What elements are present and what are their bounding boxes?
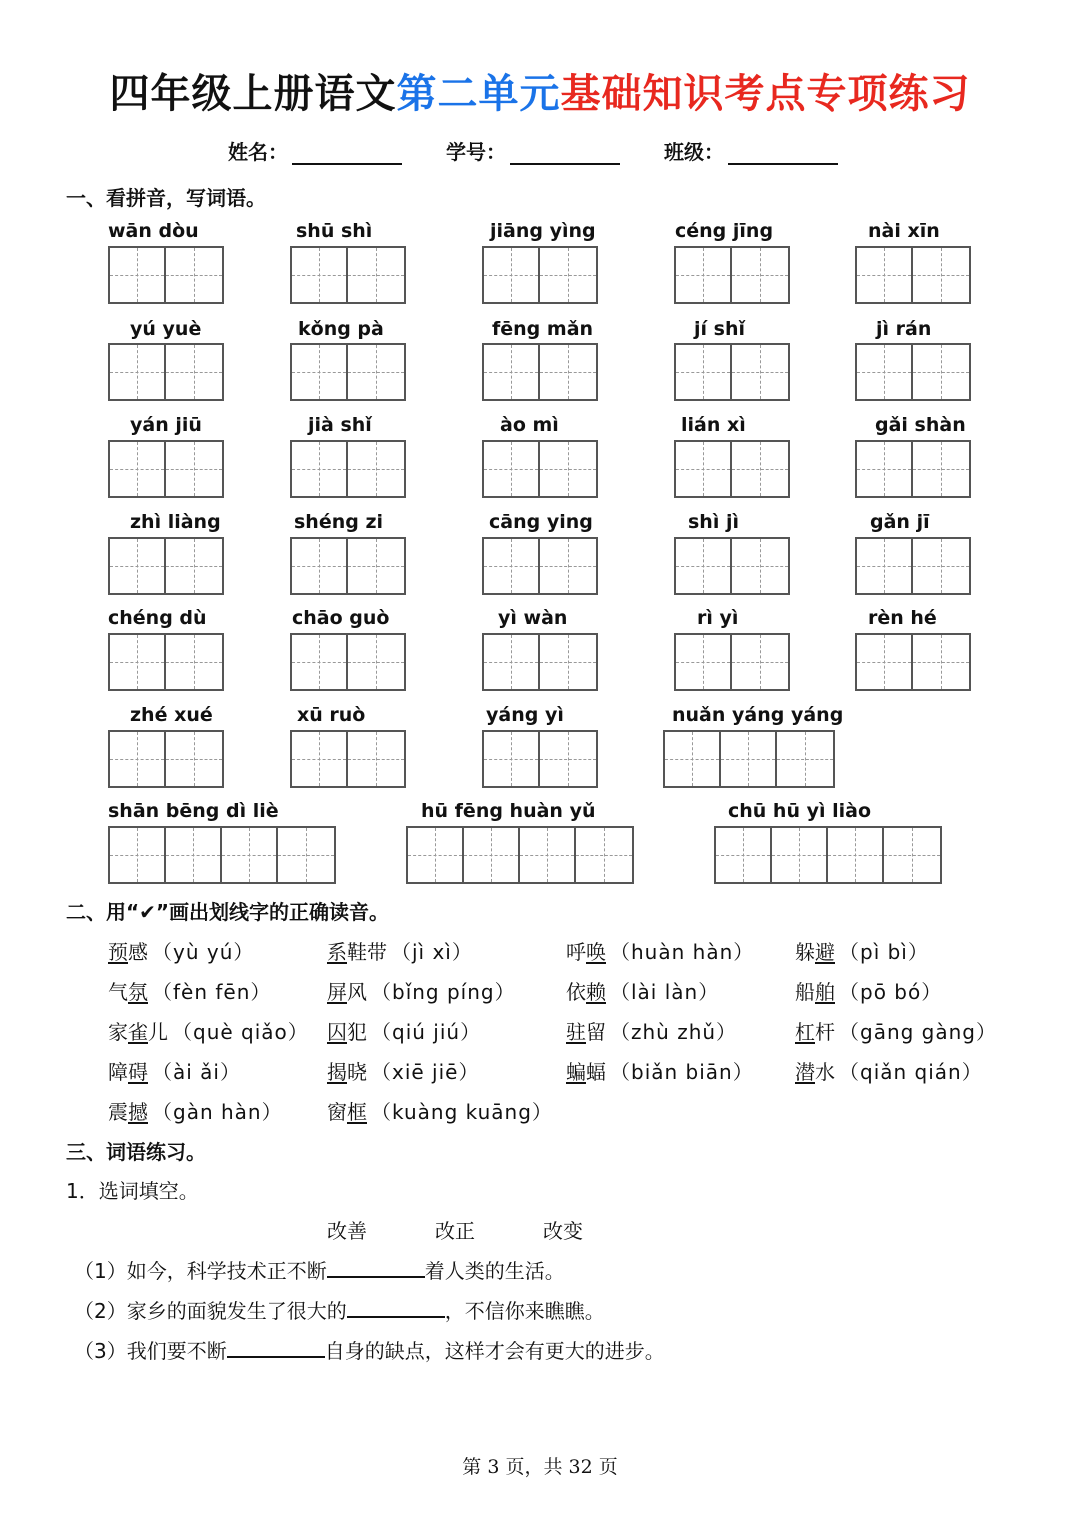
reading-item[interactable]: 蝙蝠 （biǎn biān） [566, 1060, 754, 1084]
page-footer: 第 3 页，共 32 页 [462, 1456, 618, 1478]
writing-grid[interactable] [290, 246, 406, 304]
section2-heading: 二、用“✔”画出划线字的正确读音。 [66, 900, 390, 924]
fill-question-3: （3）我们要不断 自身的缺点，这样才会有更大的进步。 [74, 1335, 665, 1364]
writing-grid[interactable] [855, 633, 971, 691]
word-option: 改变 [543, 1219, 583, 1243]
reading-item[interactable]: 震撼 （gàn hàn） [108, 1100, 283, 1124]
pinyin-label: lián xì [681, 414, 746, 436]
pinyin-label: zhé xué [130, 704, 213, 726]
pinyin-label: fēng mǎn [492, 318, 594, 340]
answer-blank[interactable] [327, 1256, 425, 1278]
reading-item[interactable]: 潜水 （qiǎn qián） [795, 1060, 983, 1084]
reading-item[interactable]: 气氛 （fèn fēn） [108, 980, 272, 1004]
title-part3: 基础知识考点专项练习 [560, 71, 971, 117]
writing-grid[interactable] [290, 343, 406, 401]
pinyin-label: xū ruò [297, 704, 366, 726]
writing-grid[interactable] [108, 730, 224, 788]
name-field[interactable]: 姓名： [228, 136, 402, 165]
writing-grid[interactable] [108, 343, 224, 401]
pinyin-label: shū shì [296, 220, 373, 242]
writing-grid[interactable] [482, 343, 598, 401]
id-field[interactable]: 学号： [446, 136, 620, 165]
writing-grid[interactable] [663, 730, 835, 788]
writing-grid[interactable] [406, 826, 634, 884]
pinyin-label: ào mì [500, 414, 559, 436]
writing-grid[interactable] [290, 440, 406, 498]
writing-grid[interactable] [482, 440, 598, 498]
writing-grid[interactable] [482, 730, 598, 788]
fill-question-2: （2）家乡的面貌发生了很大的 ，不信你来瞧瞧。 [74, 1295, 605, 1324]
fill-question-1: （1）如今，科学技术正不断 着人类的生活。 [74, 1255, 565, 1284]
pinyin-label: rì yì [697, 607, 739, 629]
pinyin-label: wān dòu [108, 220, 199, 242]
pinyin-label: gǎn jī [870, 511, 930, 533]
pinyin-label: gǎi shàn [875, 414, 966, 436]
pinyin-label: yáng yì [486, 704, 564, 726]
writing-grid[interactable] [108, 633, 224, 691]
writing-grid[interactable] [290, 633, 406, 691]
pinyin-label: hū fēng huàn yǔ [421, 800, 596, 822]
pinyin-label: shān bēng dì liè [108, 800, 279, 822]
reading-item[interactable]: 揭晓 （xiē jiē） [327, 1060, 480, 1084]
section3-heading: 三、词语练习。 [66, 1140, 206, 1164]
reading-item[interactable]: 囚犯 （qiú jiú） [327, 1020, 482, 1044]
writing-grid[interactable] [290, 537, 406, 595]
writing-grid[interactable] [290, 730, 406, 788]
title-part2: 第二单元 [396, 71, 561, 117]
reading-item[interactable]: 船舶 （pō bó） [795, 980, 943, 1004]
pinyin-label: cāng ying [489, 511, 593, 533]
writing-grid[interactable] [674, 537, 790, 595]
pinyin-label: kǒng pà [298, 318, 384, 340]
reading-item[interactable]: 躲避 （pì bì） [795, 940, 929, 964]
reading-item[interactable]: 杠杆 （gāng gàng） [795, 1020, 998, 1044]
writing-grid[interactable] [108, 440, 224, 498]
pinyin-label: yì wàn [498, 607, 568, 629]
pinyin-label: chū hū yì liào [728, 800, 872, 822]
pinyin-label: chéng dù [108, 607, 207, 629]
page-title [0, 62, 1080, 119]
reading-item[interactable]: 预感 （yù yú） [108, 940, 255, 964]
pinyin-label: shéng zi [294, 511, 384, 533]
reading-item[interactable]: 呼唤 （huàn hàn） [566, 940, 755, 964]
word-option: 改善 [327, 1219, 367, 1243]
reading-item[interactable]: 依赖 （lài làn） [566, 980, 720, 1004]
pinyin-label: nài xīn [868, 220, 940, 242]
reading-item[interactable]: 障碍 （ài ǎi） [108, 1060, 241, 1084]
answer-blank[interactable] [227, 1336, 325, 1358]
writing-grid[interactable] [674, 246, 790, 304]
pinyin-label: rèn hé [868, 607, 937, 629]
writing-grid[interactable] [482, 633, 598, 691]
answer-blank[interactable] [347, 1296, 445, 1318]
writing-grid[interactable] [482, 246, 598, 304]
writing-grid[interactable] [674, 633, 790, 691]
writing-grid[interactable] [482, 537, 598, 595]
writing-grid[interactable] [855, 246, 971, 304]
writing-grid[interactable] [674, 440, 790, 498]
pinyin-label: jiāng yìng [490, 220, 596, 242]
title-part1: 四年级上册语文 [109, 71, 397, 117]
writing-grid[interactable] [108, 246, 224, 304]
pinyin-label: zhì liàng [130, 511, 221, 533]
pinyin-label: jià shǐ [308, 414, 372, 436]
writing-grid[interactable] [108, 537, 224, 595]
writing-grid[interactable] [674, 343, 790, 401]
section3-subheading: 1．选词填空。 [66, 1179, 199, 1203]
pinyin-label: céng jīng [675, 220, 774, 242]
pinyin-label: yán jiū [130, 414, 202, 436]
reading-item[interactable]: 系鞋带 （jì xì） [327, 940, 473, 964]
pinyin-label: jì rán [876, 318, 932, 340]
word-option: 改正 [435, 1219, 475, 1243]
pinyin-label: shì jì [688, 511, 739, 533]
writing-grid[interactable] [855, 537, 971, 595]
class-field[interactable]: 班级： [664, 136, 838, 165]
writing-grid[interactable] [108, 826, 336, 884]
pinyin-label: jí shǐ [694, 318, 745, 340]
section1-heading: 一、看拼音，写词语。 [66, 186, 266, 210]
writing-grid[interactable] [855, 440, 971, 498]
writing-grid[interactable] [855, 343, 971, 401]
pinyin-label: nuǎn yáng yáng [672, 704, 844, 726]
reading-item[interactable]: 屏风 （bǐng píng） [327, 980, 516, 1004]
reading-item[interactable]: 驻留 （zhù zhǔ） [566, 1020, 738, 1044]
pinyin-label: chāo guò [292, 607, 390, 629]
pinyin-label: yú yuè [130, 318, 202, 340]
reading-item[interactable]: 家雀儿 （què qiǎo） [108, 1020, 309, 1044]
reading-item[interactable]: 窗框 （kuàng kuāng） [327, 1100, 553, 1124]
writing-grid[interactable] [714, 826, 942, 884]
